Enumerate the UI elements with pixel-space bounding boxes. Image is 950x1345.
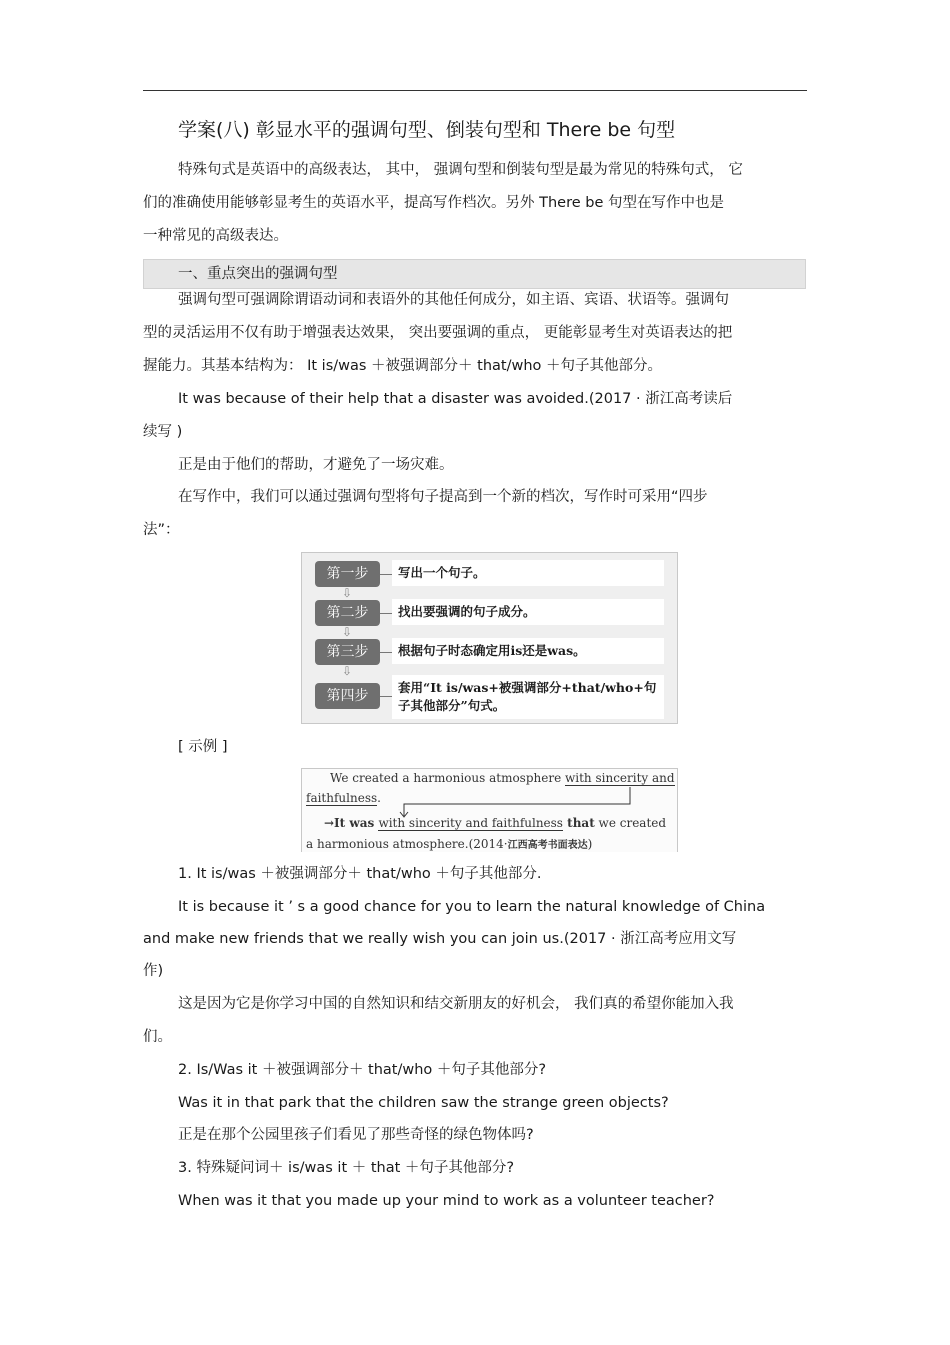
para2-line-1: 在写作中，我们可以通过强调句型将句子提高到一个新的档次，写作时可采用“四步 <box>178 489 708 505</box>
step-3-tag: 第三步 <box>315 639 380 665</box>
header-rule <box>143 90 807 91</box>
pattern3-en: When was it that you made up your mind to work as a volunteer teacher? <box>178 1193 715 1209</box>
example-line-4: a harmonious atmosphere.(2014·江西高考书面表达) <box>306 837 593 851</box>
step-1-connector <box>380 574 392 575</box>
step-2-connector <box>380 613 392 614</box>
pattern1-zh-line-2: 们。 <box>143 1029 172 1045</box>
example-line-1: We created a harmonious atmosphere with sincerity and <box>330 771 675 785</box>
step-4-tag: 第四步 <box>315 683 380 709</box>
para1-line-3: 握能力。其基本结构为： It is/was ＋被强调部分＋ that/who ＋句子其他部分。 <box>143 358 663 374</box>
emphasis-underline: faithfulness <box>306 791 378 805</box>
para1-line-1: 强调句型可强调除谓语动词和表语外的其他任何成分，如主语、宾语、状语等。强调句 <box>178 292 729 308</box>
example-line-2: faithfulness. <box>306 791 381 805</box>
down-arrow-icon: ⇩ <box>342 664 353 678</box>
pattern1-head: 1. It is/was ＋被强调部分＋ that/who ＋句子其他部分. <box>178 866 542 882</box>
down-arrow-icon: ⇩ <box>342 586 353 600</box>
step-1-text: 写出一个句子。 <box>392 560 664 586</box>
emphasis-underline: with sincerity and <box>565 771 675 785</box>
pattern2-en: Was it in that park that the children saw the strange green objects? <box>178 1095 669 1111</box>
step-2-tag: 第二步 <box>315 600 380 626</box>
example1-zh: 正是由于他们的帮助，才避免了一场灾难。 <box>178 457 454 473</box>
example-line-3: →It was with sincerity and faithfulness that we created <box>324 816 667 830</box>
step-2-text: 找出要强调的句子成分。 <box>392 599 664 625</box>
section-heading-bar <box>143 259 806 289</box>
step-3-text: 根据句子时态确定用is还是was。 <box>392 638 664 664</box>
intro-line-3: 一种常见的高级表达。 <box>143 228 288 244</box>
pattern1-en-line-1: It is because it ’ s a good chance for you to learn the natural knowledge of China <box>178 899 766 915</box>
down-arrow-icon: ⇩ <box>342 625 353 639</box>
four-steps-figure <box>301 552 678 724</box>
pattern1-en-line-2: and make new friends that we really wish you can join us.(2017 · 浙江高考应用文写 <box>143 931 737 947</box>
emphasis-underline: with sincerity and faithfulness <box>378 816 563 830</box>
example1-en-line-2: 续写 ) <box>143 424 183 440</box>
section-heading: 一、重点突出的强调句型 <box>178 266 338 282</box>
example-figure <box>301 768 678 852</box>
pattern3-head: 3. 特殊疑问词＋ is/was it ＋ that ＋句子其他部分? <box>178 1160 515 1176</box>
example-label: [ 示例 ] <box>178 739 228 755</box>
step-3-connector <box>380 652 392 653</box>
pattern1-en-line-3: 作) <box>143 963 164 979</box>
step-1-tag: 第一步 <box>315 561 380 587</box>
pattern1-zh-line-1: 这是因为它是你学习中国的自然知识和结交新朋友的好机会， 我们真的希望你能加入我 <box>178 996 734 1012</box>
pattern2-zh: 正是在那个公园里孩子们看见了那些奇怪的绿色物体吗? <box>178 1127 534 1143</box>
para2-line-2: 法”： <box>143 522 180 538</box>
para1-line-2: 型的灵活运用不仅有助于增强表达效果， 突出要强调的重点， 更能彰显考生对英语表达的把 <box>143 325 733 341</box>
page-title: 学案(八) 彰显水平的强调句型、倒装句型和 There be 句型 <box>178 119 676 141</box>
example1-en-line-1: It was because of their help that a disaster was avoided.(2017 · 浙江高考读后 <box>178 391 733 407</box>
step-4-connector <box>380 696 392 697</box>
step-4-text: 套用“It is/was+被强调部分+that/who+句子其他部分”句式。 <box>392 675 664 719</box>
intro-line-2: 们的准确使用能够彰显考生的英语水平，提高写作档次。另外 There be 句型在写作中也是 <box>143 195 724 211</box>
pattern2-head: 2. Is/Was it ＋被强调部分＋ that/who ＋句子其他部分? <box>178 1062 547 1078</box>
intro-line-1: 特殊句式是英语中的高级表达， 其中， 强调句型和倒装句型是最为常见的特殊句式， 它 <box>178 162 743 178</box>
